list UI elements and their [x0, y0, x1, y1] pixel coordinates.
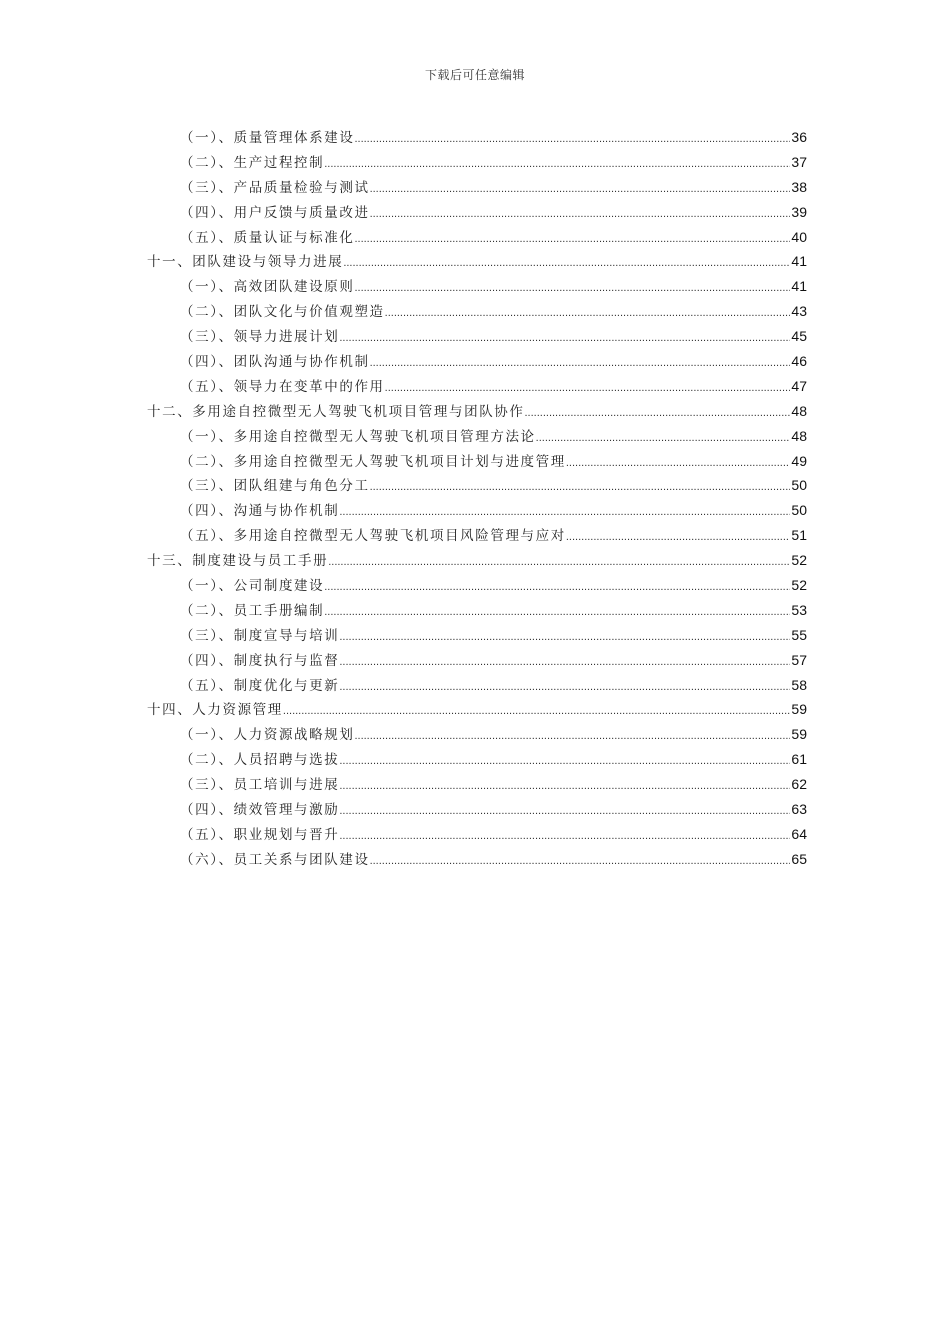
toc-page-number: 50 [791, 502, 807, 519]
toc-entry-title: （三）、领导力进展计划 [180, 329, 340, 346]
toc-entry-title: （四）、沟通与协作机制 [180, 503, 340, 520]
toc-page-number: 48 [791, 427, 807, 444]
toc-page-number: 62 [791, 776, 807, 793]
toc-entry-title: （一）、公司制度建设 [180, 578, 325, 595]
toc-entry-title: （三）、团队组建与角色分工 [180, 478, 370, 495]
toc-section-entry[interactable] [147, 274, 807, 299]
toc-section-entry[interactable] [147, 598, 807, 623]
toc-entry-title: （二）、团队文化与价值观塑造 [180, 304, 385, 321]
toc-dot-leader [354, 724, 790, 749]
toc-page-number: 41 [791, 278, 807, 295]
toc-entry-title: （二）、生产过程控制 [180, 154, 325, 171]
toc-dot-leader [339, 650, 790, 675]
toc-page-number: 52 [791, 577, 807, 594]
toc-entry-title: （五）、制度优化与更新 [180, 677, 340, 694]
toc-entry-title: （一）、多用途自控微型无人驾驶飞机项目管理方法论 [180, 428, 536, 445]
toc-entry-title: （一）、人力资源战略规划 [180, 727, 355, 744]
toc-section-entry[interactable] [147, 449, 807, 474]
toc-section-entry[interactable] [147, 374, 807, 399]
toc-entry-title: 十一、团队建设与领导力进展 [147, 254, 344, 271]
toc-entry-title: 十三、制度建设与员工手册 [147, 553, 329, 570]
toc-entry-title: （六）、员工关系与团队建设 [180, 851, 370, 868]
toc-entry-title: 十二、多用途自控微型无人驾驶飞机项目管理与团队协作 [147, 403, 525, 420]
toc-page-number: 57 [791, 651, 807, 668]
toc-entry-title: （二）、多用途自控微型无人驾驶飞机项目计划与进度管理 [180, 453, 566, 470]
toc-entry-title: （五）、质量认证与标准化 [180, 229, 355, 246]
toc-entry-title: （四）、绩效管理与激励 [180, 802, 340, 819]
toc-entry-title: （一）、质量管理体系建设 [180, 130, 355, 146]
table-of-contents [147, 125, 807, 872]
toc-page-number: 59 [791, 701, 807, 718]
toc-section-entry[interactable] [147, 150, 807, 175]
toc-dot-leader [324, 600, 790, 625]
toc-page-number: 48 [791, 402, 807, 419]
toc-dot-leader [324, 152, 790, 177]
toc-page-number: 39 [791, 203, 807, 220]
toc-entry-title: （五）、多用途自控微型无人驾驶飞机项目风险管理与应对 [180, 528, 566, 545]
toc-dot-leader [370, 177, 791, 202]
toc-dot-leader [370, 475, 791, 500]
toc-section-entry[interactable] [147, 473, 807, 498]
toc-dot-leader [339, 500, 790, 525]
toc-dot-leader [536, 426, 791, 451]
toc-dot-leader [525, 401, 791, 426]
toc-dot-leader [354, 227, 790, 252]
toc-section-entry[interactable] [147, 722, 807, 747]
toc-dot-leader [339, 675, 790, 700]
toc-section-entry[interactable] [147, 324, 807, 349]
toc-section-entry[interactable] [147, 175, 807, 200]
toc-page-number: 41 [791, 253, 807, 270]
toc-section-entry[interactable] [147, 573, 807, 598]
toc-section-entry[interactable] [147, 349, 807, 374]
toc-section-entry[interactable] [147, 299, 807, 324]
toc-section-entry[interactable] [147, 200, 807, 225]
toc-entry-title: （二）、人员招聘与选拔 [180, 752, 340, 769]
toc-page-number: 65 [791, 850, 807, 867]
toc-section-entry[interactable] [147, 797, 807, 822]
toc-entry-title: （三）、产品质量检验与测试 [180, 179, 370, 196]
toc-section-entry[interactable] [147, 847, 807, 872]
toc-page-number: 46 [791, 353, 807, 370]
toc-dot-leader [339, 774, 790, 799]
toc-dot-leader [370, 351, 791, 376]
toc-entry-title: （三）、制度宣导与培训 [180, 627, 340, 644]
toc-chapter-entry[interactable] [147, 697, 807, 722]
toc-page-number: 40 [791, 228, 807, 245]
toc-section-entry[interactable] [147, 673, 807, 698]
toc-entry-title: （四）、团队沟通与协作机制 [180, 354, 370, 371]
toc-page-number: 64 [791, 825, 807, 842]
toc-section-entry[interactable] [147, 822, 807, 847]
toc-entry-title: （五）、职业规划与晋升 [180, 826, 340, 843]
toc-dot-leader [566, 451, 791, 476]
toc-entry-title: （五）、领导力在变革中的作用 [180, 378, 385, 395]
toc-section-entry[interactable] [147, 623, 807, 648]
toc-page-number: 58 [791, 676, 807, 693]
toc-dot-leader [339, 625, 790, 650]
toc-section-entry[interactable] [147, 225, 807, 250]
toc-dot-leader [370, 849, 791, 874]
toc-section-entry[interactable] [147, 747, 807, 772]
toc-section-entry[interactable] [147, 772, 807, 797]
toc-dot-leader [385, 376, 791, 401]
toc-page-number: 38 [791, 178, 807, 195]
toc-chapter-entry[interactable] [147, 399, 807, 424]
toc-dot-leader [339, 799, 790, 824]
toc-entry-title: （一）、高效团队建设原则 [180, 279, 355, 296]
toc-section-entry[interactable] [147, 125, 807, 150]
toc-dot-leader [343, 251, 790, 276]
toc-entry-title: （四）、制度执行与监督 [180, 652, 340, 669]
toc-entry-title: （二）、员工手册编制 [180, 602, 325, 619]
toc-page-number: 49 [791, 452, 807, 469]
toc-section-entry[interactable] [147, 523, 807, 548]
toc-chapter-entry[interactable] [147, 548, 807, 573]
toc-dot-leader [283, 699, 791, 724]
toc-entry-title: 十四、人力资源管理 [147, 702, 283, 719]
toc-page-number: 52 [791, 552, 807, 569]
toc-page-number: 55 [791, 626, 807, 643]
toc-dot-leader [354, 127, 790, 152]
toc-page-number: 47 [791, 377, 807, 394]
toc-page-number: 45 [791, 328, 807, 345]
toc-page-number: 61 [791, 751, 807, 768]
toc-page-number: 36 [791, 129, 807, 145]
toc-section-entry[interactable] [147, 424, 807, 449]
toc-page-number: 50 [791, 477, 807, 494]
toc-page-number: 37 [791, 153, 807, 170]
toc-dot-leader [354, 276, 790, 301]
toc-dot-leader [339, 749, 790, 774]
toc-section-entry[interactable] [147, 648, 807, 673]
toc-page-number: 51 [791, 527, 807, 544]
toc-dot-leader [385, 301, 791, 326]
toc-page-number: 53 [791, 601, 807, 618]
toc-dot-leader [324, 575, 790, 600]
toc-dot-leader [328, 550, 790, 575]
toc-dot-leader [339, 824, 790, 849]
toc-chapter-entry[interactable] [147, 249, 807, 274]
toc-section-entry[interactable] [147, 498, 807, 523]
toc-dot-leader [566, 525, 791, 550]
toc-entry-title: （三）、员工培训与进展 [180, 777, 340, 794]
toc-entry-title: （四）、用户反馈与质量改进 [180, 204, 370, 221]
toc-dot-leader [339, 326, 790, 351]
toc-page-number: 43 [791, 303, 807, 320]
toc-dot-leader [370, 202, 791, 227]
toc-page-number: 63 [791, 801, 807, 818]
toc-page-number: 59 [791, 726, 807, 743]
page-header: 下载后可任意编辑 [424, 68, 525, 82]
